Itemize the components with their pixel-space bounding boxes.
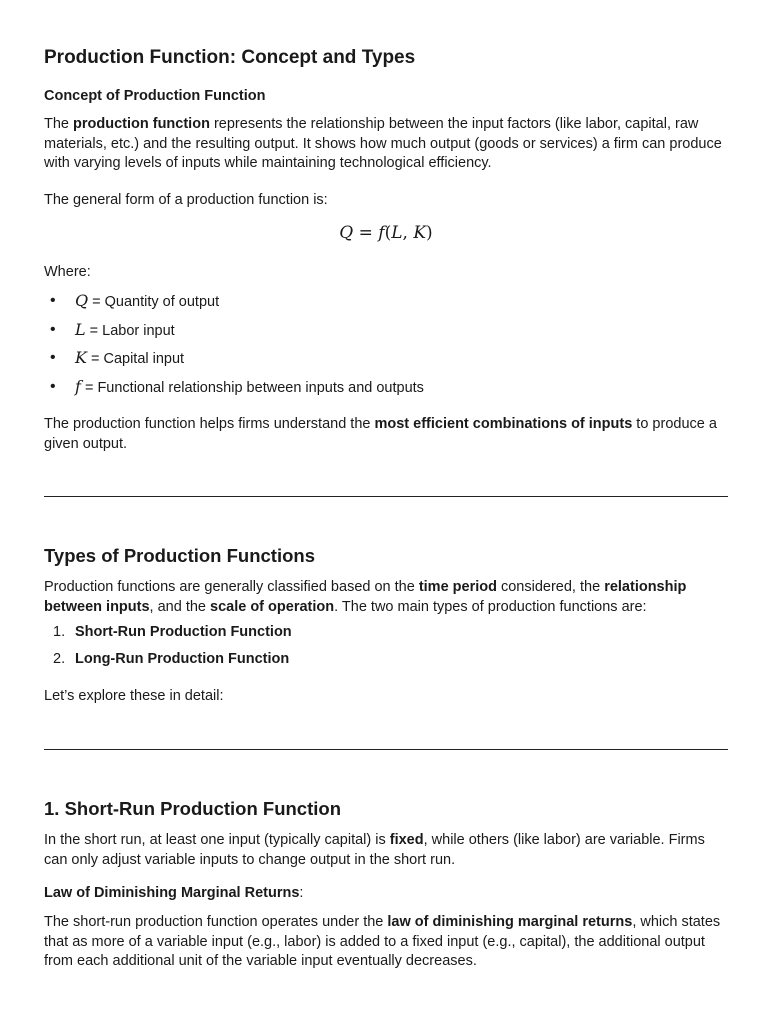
closing-post: to produce a given output.: [44, 416, 717, 452]
types-intro: [44, 578, 728, 617]
list-number: 2.: [53, 650, 66, 667]
types-heading: Types of Production Functions: [44, 545, 315, 566]
short-run-bold: fixed: [389, 832, 424, 848]
formula-labor: L: [391, 223, 403, 243]
concept-paragraph: [44, 115, 728, 174]
law-bold: law of diminishing marginal returns: [387, 914, 633, 930]
variable-desc: = Labor input: [85, 322, 175, 339]
types-intro-bold-2: relationship between inputs: [44, 579, 687, 615]
types-intro-bold-1: time period: [418, 579, 497, 595]
list-item: [44, 320, 728, 349]
formula-comma: ,: [402, 223, 414, 243]
types-list: [44, 623, 728, 676]
general-form-intro: The general form of a production function is:: [44, 192, 328, 208]
page-title: Production Function: Concept and Types: [44, 47, 416, 68]
short-run-heading: 1. Short-Run Production Function: [44, 798, 341, 819]
law-heading: [44, 884, 728, 904]
section-divider: [44, 496, 728, 497]
law-pre: The short-run production function operates under the: [44, 914, 388, 930]
closing-pre: The production function helps firms understand the: [44, 416, 375, 432]
concept-para-post: represents the relationship between the input factors (like labor, capital, raw materials, etc.) and the resulting output. It shows how much output (goods or services) a firm can produce with varying levels of inputs while maintaining technological efficiency.: [44, 116, 722, 171]
types-intro-text-2: considered, the: [496, 579, 605, 595]
section-divider: [44, 749, 728, 750]
short-run-post: , while others (like labor) are variable. Firms can only adjust variable inputs to change output in the short run.: [44, 832, 705, 868]
list-item: [44, 650, 728, 677]
types-intro-text-1: Production functions are generally classified based on the: [44, 579, 419, 595]
variable-desc: = Quantity of output: [88, 294, 220, 310]
short-run-paragraph: [44, 831, 728, 870]
list-label: Long-Run Production Function: [75, 650, 290, 667]
list-item: [44, 348, 728, 377]
law-post: , which states that as more of a variable input (e.g., labor) is added to a fixed input (e.g., capital), the additional output from each additional unit of the variable input eventually decreases.: [44, 914, 721, 969]
list-label: Short-Run Production Function: [75, 624, 292, 640]
list-item: [44, 623, 728, 650]
formula-capital: K: [413, 223, 427, 243]
law-heading-colon: :: [299, 885, 304, 901]
concept-para-bold: production function: [73, 116, 210, 132]
types-intro-bold-3: scale of operation: [210, 598, 335, 615]
list-item: [44, 377, 728, 406]
variable-list: [44, 291, 728, 405]
formula-open-paren: (: [384, 223, 392, 243]
formula-lhs: Q: [339, 223, 354, 243]
variable-symbol: f: [75, 376, 81, 396]
explore-text: Let’s explore these in detail:: [44, 688, 224, 704]
formula-function: f: [378, 223, 385, 243]
production-formula: [44, 224, 728, 244]
list-item: [44, 291, 728, 320]
list-number: 1.: [53, 624, 66, 640]
concept-closing: [44, 415, 728, 454]
formula-equals: =: [353, 223, 379, 243]
formula-close-paren: ): [426, 223, 433, 243]
where-label: Where:: [44, 264, 91, 280]
law-paragraph: [44, 913, 728, 972]
variable-symbol: K: [75, 348, 87, 367]
variable-desc: = Functional relationship between inputs and outputs: [80, 379, 424, 396]
short-run-pre: In the short run, at least one input (typically capital) is: [44, 832, 390, 848]
variable-symbol: Q: [75, 291, 89, 310]
variable-symbol: L: [75, 319, 86, 339]
types-intro-text-3: , and the: [149, 598, 211, 615]
types-intro-text-4: . The two main types of production functions are:: [334, 598, 647, 615]
concept-heading: Concept of Production Function: [44, 88, 266, 104]
variable-desc: = Capital input: [86, 351, 185, 367]
closing-bold: most efficient combinations of inputs: [374, 416, 633, 432]
law-heading-bold: Law of Diminishing Marginal Returns: [44, 885, 300, 901]
concept-para-pre: The: [44, 116, 74, 132]
